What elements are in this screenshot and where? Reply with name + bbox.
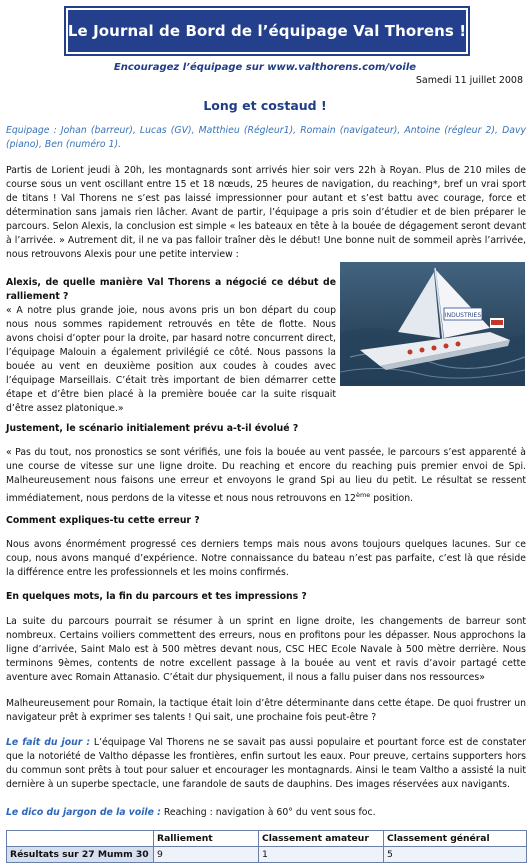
- results-ralliement-value: 9: [154, 847, 259, 863]
- intro-paragraph: Partis de Lorient jeudi à 20h, les montagnards sont arrivés hier soir vers 22h à Royan. Plus de 210 miles de course sous un vent oscillant entre 15 et 18 nœuds, 25 heures de navigation, du reaching*, bref un vrai sport de titans ! Val Thorens ne s’est pas laissé impressionner pour autant et s’est battu avec courage, force et détermination sans jamais rien lâcher. Avant de partir, l’équipage a pris soin d’étudier et de bien préparer le parcours. Selon Alexis, la conclusion est simple « les bateaux en tête à la bouée de dégagement seront devant à l’arrivée. » Autrement dit, il ne va pas falloir traîner dès le début! Une bonne nuit de sommeil après l’arrivée, nous retrouvons Alexis pour une petite interview :: [6, 165, 526, 260]
- question-3: Comment expliques-tu cette erreur ?: [6, 515, 200, 526]
- fait-du-jour-paragraph: [6, 736, 526, 792]
- results-header-ralliement: Ralliement: [154, 831, 259, 847]
- fait-du-jour-label: Le fait du jour :: [6, 737, 91, 748]
- crew-list: Equipage : Johan (barreur), Lucas (GV), Matthieu (Régleur1), Romain (navigateur), Antoine (régleur 2), Davy (piano), Ben (numéro 1).: [6, 125, 526, 150]
- results-header-amateur: Classement amateur: [259, 831, 384, 847]
- answer-1: « A notre plus grande joie, nous avons pris un bon départ du coup nous nous sommes rapidement retrouvés en tête de flotte. Nous avons choisi d’opter pour la droite, par hasard notre concurrent direct, l’équipage Malouin a également privilégié ce côté. Nous passons la bouée au vent en deuxième position aux coudes à coudes avec l’équipage Marseillais. C’était très important de bien démarrer cette étape et d’être bien placé à la première bouée car la suite risquait d’être assez platonique.»: [6, 305, 336, 414]
- publication-date: Samedi 11 juillet 2008: [415, 75, 523, 86]
- answer-2-main: « Pas du tout, nos pronostics se sont vérifiés, une fois la bouée au vent passée, le parcours s’est apparenté à une course de vitesse sur une ligne droite. Du reaching et encore du reaching puis premier envoi de Spi. Malheureusement nous faisons une erreur et envoyons le grand Spi au lieu du petit. Le résultat se ressent immédiatement, nous perdons de la vitesse et nous nous retrouvons en 12: [6, 447, 526, 505]
- question-1: Alexis, de quelle manière Val Thorens a négocié ce début de ralliement ?: [6, 277, 336, 302]
- website-subheading: Encouragez l’équipage sur www.valthorens.com/voile: [113, 62, 417, 73]
- question-2: Justement, le scénario initialement prévu a-t-il évolué ?: [6, 423, 299, 434]
- answer-2-end: position.: [370, 493, 414, 505]
- question-4: En quelques mots, la fin du parcours et tes impressions ?: [6, 591, 307, 602]
- results-amateur-value: 1: [259, 847, 384, 863]
- results-header-row: [7, 831, 527, 847]
- sailboat-photo: [340, 262, 525, 386]
- title-banner: [66, 8, 468, 54]
- results-header-empty: [7, 831, 154, 847]
- answer-4: La suite du parcours pourrait se résumer à un sprint en ligne droite, les changements de barreur sont nombreux. Certains voiliers commettent des erreurs, nous en profitons pour les dépasser. Nous approchons la ligne d’arrivée, Saint Malo est à 500 mètres devant nous, CSC HEC Ecole Navale à 500 mètre derrière. Nous terminons 9èmes, contents de notre excellent passage à la bouée au vent et ravis d’avoir partagé cette aventure avec Romain Attanasio. C’était dur physiquement, il nous a fallu puiser dans nos ressources»: [6, 616, 526, 683]
- answer-2-superscript: ème: [355, 491, 371, 499]
- dico-label: Le dico du jargon de la voile :: [6, 807, 161, 818]
- results-row-label: Résultats sur 27 Mumm 30: [7, 847, 154, 863]
- answer-2: [6, 446, 526, 506]
- fait-du-jour-text: L’équipage Val Thorens ne se savait pas aussi populaire et pourtant force est de constater que la notoriété de Valtho dépasse les frontières, enfin surtout les eaux. Pour preuve, certains supporters hors du commun sont prêts à tout pour saluer et encourager les montagnards. Ainsi le team Valtho a assisté la nuit dernière à un superbe spectacle, une farandole de sauts de dauphins. Des images réservées aux navigants.: [6, 737, 526, 790]
- article-headline: Long et costaud !: [203, 98, 327, 113]
- dico-text: Reaching : navigation à 60° du vent sous foc.: [160, 807, 376, 818]
- results-header-general: Classement général: [384, 831, 527, 847]
- results-data-row: [7, 847, 527, 863]
- results-table: [6, 830, 527, 863]
- results-general-value: 5: [384, 847, 527, 863]
- romain-paragraph: Malheureusement pour Romain, la tactique était loin d’être déterminante dans cette étape. De quoi frustrer un navigateur prêt à exprimer ses talents ! Qui sait, une prochaine fois peut-être ?: [6, 698, 526, 723]
- journal-title: Le Journal de Bord de l’équipage Val Thorens !: [67, 22, 467, 40]
- dico-paragraph: [6, 806, 526, 820]
- answer-3: Nous avons énormément progressé ces derniers temps mais nous avons toujours quelques lacunes. Sur ce coup, nous avons manqué d’expérience. Notre connaissance du bateau n’est pas parfaite, c’est là que réside la différence entre les professionnels et les moins confirmés.: [6, 539, 526, 578]
- sail-logo-text: INDUSTRIES: [444, 312, 482, 319]
- sailboat-photo-art: [340, 262, 525, 386]
